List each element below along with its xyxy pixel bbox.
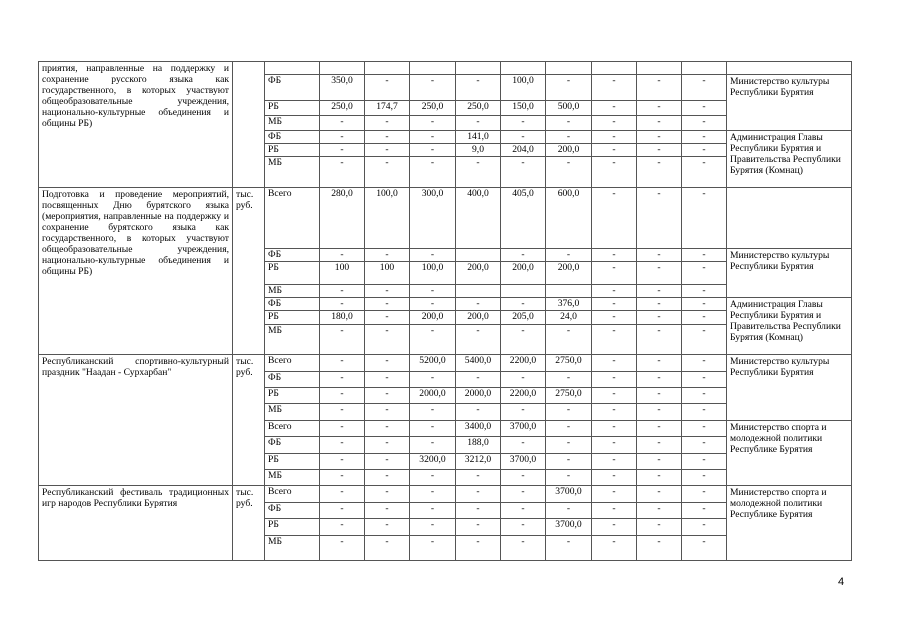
value-cell: - <box>456 486 501 502</box>
value-cell: - <box>320 355 365 371</box>
value-cell: - <box>637 469 682 485</box>
value-cell: - <box>410 486 456 502</box>
table-row <box>39 355 852 371</box>
value-cell <box>501 62 546 75</box>
value-cell: - <box>592 502 637 518</box>
value-cell: - <box>592 311 637 324</box>
value-cell: 188,0 <box>456 437 501 453</box>
value-cell: - <box>682 355 727 371</box>
value-cell: - <box>365 115 410 130</box>
value-cell: - <box>410 437 456 453</box>
responsible-org <box>727 62 852 75</box>
responsible-org: Министерство культуры Республики Бурятия <box>727 249 852 298</box>
value-cell: - <box>682 144 727 157</box>
value-cell <box>592 62 637 75</box>
value-cell: 280,0 <box>320 187 365 248</box>
responsible-org: Министерство культуры Республики Бурятия <box>727 355 852 421</box>
value-cell: - <box>637 157 682 188</box>
value-cell: 100 <box>365 262 410 285</box>
value-cell: - <box>410 298 456 311</box>
value-cell: - <box>592 144 637 157</box>
value-cell: - <box>410 157 456 188</box>
value-cell: 3212,0 <box>456 453 501 469</box>
value-cell: - <box>682 115 727 130</box>
value-cell: - <box>592 371 637 387</box>
value-cell: - <box>410 371 456 387</box>
funding-source: РБ <box>265 262 320 285</box>
value-cell: 400,0 <box>456 187 501 248</box>
funding-source: РБ <box>265 453 320 469</box>
value-cell: - <box>592 486 637 502</box>
value-cell: - <box>365 371 410 387</box>
value-cell: - <box>320 115 365 130</box>
value-cell <box>546 285 592 298</box>
value-cell: - <box>320 285 365 298</box>
value-cell: - <box>365 285 410 298</box>
value-cell: - <box>682 387 727 403</box>
value-cell: - <box>682 311 727 324</box>
value-cell: 2000,0 <box>410 387 456 403</box>
value-cell: - <box>592 101 637 115</box>
value-cell: - <box>365 298 410 311</box>
value-cell: - <box>592 437 637 453</box>
value-cell: - <box>456 298 501 311</box>
value-cell <box>501 285 546 298</box>
value-cell: - <box>320 486 365 502</box>
value-cell: - <box>637 298 682 311</box>
value-cell: - <box>501 249 546 262</box>
value-cell: - <box>637 453 682 469</box>
value-cell: - <box>365 420 410 436</box>
funding-source: РБ <box>265 387 320 403</box>
funding-source: МБ <box>265 404 320 420</box>
value-cell: - <box>546 469 592 485</box>
value-cell <box>456 62 501 75</box>
value-cell: 200,0 <box>410 311 456 324</box>
value-cell: - <box>682 420 727 436</box>
value-cell: - <box>592 453 637 469</box>
value-cell: - <box>592 157 637 188</box>
value-cell: - <box>637 187 682 248</box>
responsible-org <box>727 187 852 248</box>
activity-description: Республиканский фестиваль традиционных игр народов Республики Бурятия <box>39 486 233 561</box>
value-cell <box>682 62 727 75</box>
value-cell: 600,0 <box>546 187 592 248</box>
value-cell: - <box>410 519 456 535</box>
unit-cell: тыс. руб. <box>233 486 265 561</box>
value-cell: 100,0 <box>410 262 456 285</box>
value-cell: 200,0 <box>546 144 592 157</box>
value-cell: - <box>320 387 365 403</box>
value-cell: - <box>365 387 410 403</box>
responsible-org: Администрация Главы Республики Бурятия и Правительства Республики Бурятия (Комнац) <box>727 298 852 355</box>
value-cell: - <box>501 298 546 311</box>
value-cell: - <box>320 404 365 420</box>
value-cell: - <box>682 157 727 188</box>
value-cell: - <box>410 420 456 436</box>
value-cell: 2200,0 <box>501 387 546 403</box>
value-cell: - <box>501 404 546 420</box>
value-cell: - <box>365 469 410 485</box>
value-cell: - <box>546 75 592 101</box>
value-cell: - <box>682 187 727 248</box>
value-cell: 5200,0 <box>410 355 456 371</box>
value-cell: - <box>501 486 546 502</box>
value-cell: - <box>592 285 637 298</box>
value-cell: - <box>365 404 410 420</box>
value-cell: - <box>456 75 501 101</box>
table-row <box>39 486 852 502</box>
value-cell: - <box>456 157 501 188</box>
value-cell: - <box>546 502 592 518</box>
value-cell <box>456 285 501 298</box>
value-cell: - <box>546 324 592 355</box>
unit-cell <box>233 62 265 188</box>
funding-source: РБ <box>265 519 320 535</box>
value-cell: - <box>637 355 682 371</box>
value-cell: - <box>365 519 410 535</box>
value-cell: 3700,0 <box>546 519 592 535</box>
value-cell: - <box>637 115 682 130</box>
value-cell: - <box>592 420 637 436</box>
value-cell: - <box>637 262 682 285</box>
value-cell: - <box>682 298 727 311</box>
value-cell: - <box>410 249 456 262</box>
value-cell: - <box>320 469 365 485</box>
value-cell: - <box>410 535 456 560</box>
value-cell: - <box>592 298 637 311</box>
value-cell: - <box>501 371 546 387</box>
activity-description: Подготовка и проведение мероприятий, посвященных Дню бурятского языка (мероприятия, направленные на поддержку и сохранение бурятского языка как государственного, в которых участвуют общеобразовательные учреждения, национально-культурные объединения и общины РБ) <box>39 187 233 354</box>
value-cell: - <box>456 502 501 518</box>
value-cell: - <box>546 404 592 420</box>
value-cell: - <box>592 130 637 143</box>
value-cell <box>365 62 410 75</box>
value-cell: - <box>637 437 682 453</box>
value-cell: - <box>410 144 456 157</box>
funding-source <box>265 62 320 75</box>
value-cell: - <box>592 249 637 262</box>
value-cell: 250,0 <box>320 101 365 115</box>
value-cell: 3200,0 <box>410 453 456 469</box>
value-cell: - <box>365 311 410 324</box>
value-cell: 300,0 <box>410 187 456 248</box>
value-cell: 3700,0 <box>546 486 592 502</box>
value-cell: - <box>637 519 682 535</box>
value-cell: - <box>546 130 592 143</box>
value-cell: 200,0 <box>546 262 592 285</box>
page-number: 4 <box>838 576 845 588</box>
value-cell <box>546 62 592 75</box>
value-cell: - <box>682 519 727 535</box>
value-cell: - <box>682 262 727 285</box>
value-cell: - <box>637 130 682 143</box>
funding-source: Всего <box>265 486 320 502</box>
value-cell: - <box>637 502 682 518</box>
funding-source: ФБ <box>265 298 320 311</box>
activity-description: приятия, направленные на поддержку и сохранение русского языка как государственного, в которых участвуют общеобразовательные учреждения, национально-культурные объединения и общины РБ) <box>39 62 233 188</box>
value-cell: - <box>365 453 410 469</box>
value-cell: - <box>637 404 682 420</box>
value-cell <box>456 249 501 262</box>
value-cell: - <box>320 437 365 453</box>
value-cell: 2200,0 <box>501 355 546 371</box>
value-cell: - <box>592 187 637 248</box>
value-cell: - <box>682 453 727 469</box>
value-cell: - <box>320 249 365 262</box>
value-cell: - <box>592 387 637 403</box>
value-cell: - <box>682 371 727 387</box>
value-cell: 200,0 <box>456 262 501 285</box>
value-cell: 500,0 <box>546 101 592 115</box>
value-cell: - <box>637 420 682 436</box>
value-cell: - <box>365 486 410 502</box>
funding-source: РБ <box>265 311 320 324</box>
funding-source: Всего <box>265 355 320 371</box>
value-cell: - <box>637 486 682 502</box>
value-cell: - <box>546 371 592 387</box>
value-cell: 205,0 <box>501 311 546 324</box>
value-cell: 5400,0 <box>456 355 501 371</box>
value-cell: 100 <box>320 262 365 285</box>
value-cell: - <box>365 130 410 143</box>
value-cell: - <box>320 144 365 157</box>
unit-cell: тыс. руб. <box>233 187 265 354</box>
value-cell: - <box>365 355 410 371</box>
funding-source: МБ <box>265 115 320 130</box>
value-cell: 3700,0 <box>501 453 546 469</box>
value-cell: - <box>682 285 727 298</box>
value-cell: - <box>592 324 637 355</box>
value-cell: 2750,0 <box>546 355 592 371</box>
funding-source: МБ <box>265 535 320 560</box>
value-cell: - <box>320 453 365 469</box>
value-cell: - <box>501 115 546 130</box>
value-cell: - <box>501 469 546 485</box>
table-row <box>39 187 852 248</box>
value-cell: - <box>682 130 727 143</box>
value-cell <box>320 62 365 75</box>
value-cell: - <box>365 157 410 188</box>
value-cell: - <box>320 298 365 311</box>
value-cell: - <box>320 130 365 143</box>
value-cell: - <box>365 324 410 355</box>
table-body <box>39 62 852 561</box>
value-cell: 100,0 <box>365 187 410 248</box>
value-cell: - <box>410 75 456 101</box>
value-cell: - <box>682 486 727 502</box>
responsible-org: Министерство спорта и молодежной политики Республике Бурятия <box>727 420 852 486</box>
value-cell: - <box>682 437 727 453</box>
value-cell: - <box>365 535 410 560</box>
funding-source: МБ <box>265 324 320 355</box>
value-cell: - <box>546 535 592 560</box>
value-cell: - <box>410 285 456 298</box>
value-cell <box>637 62 682 75</box>
value-cell: - <box>592 115 637 130</box>
value-cell: - <box>637 371 682 387</box>
funding-source: ФБ <box>265 502 320 518</box>
value-cell: - <box>320 371 365 387</box>
value-cell: - <box>637 144 682 157</box>
value-cell: - <box>682 249 727 262</box>
value-cell: - <box>501 502 546 518</box>
value-cell: - <box>410 404 456 420</box>
value-cell: - <box>456 371 501 387</box>
funding-source: Всего <box>265 420 320 436</box>
value-cell: - <box>456 535 501 560</box>
value-cell: 204,0 <box>501 144 546 157</box>
value-cell: - <box>320 519 365 535</box>
value-cell: - <box>410 502 456 518</box>
value-cell: - <box>546 420 592 436</box>
value-cell: 3700,0 <box>501 420 546 436</box>
value-cell: 350,0 <box>320 75 365 101</box>
value-cell: - <box>410 469 456 485</box>
value-cell: - <box>637 249 682 262</box>
value-cell: - <box>320 324 365 355</box>
value-cell: 200,0 <box>501 262 546 285</box>
value-cell: - <box>320 502 365 518</box>
responsible-org: Министерство культуры Республики Бурятия <box>727 75 852 131</box>
value-cell: 200,0 <box>456 311 501 324</box>
value-cell: - <box>546 115 592 130</box>
value-cell: - <box>456 115 501 130</box>
value-cell: - <box>410 115 456 130</box>
value-cell: 100,0 <box>501 75 546 101</box>
funding-source: ФБ <box>265 75 320 101</box>
value-cell: 2750,0 <box>546 387 592 403</box>
activity-description: Республиканский спортивно-культурный праздник "Наадан - Сурхарбан" <box>39 355 233 486</box>
value-cell: - <box>592 355 637 371</box>
value-cell: 150,0 <box>501 101 546 115</box>
value-cell: - <box>365 75 410 101</box>
value-cell: - <box>637 535 682 560</box>
value-cell: 2000,0 <box>456 387 501 403</box>
value-cell: - <box>456 469 501 485</box>
value-cell: - <box>501 437 546 453</box>
value-cell: - <box>546 249 592 262</box>
value-cell: - <box>365 502 410 518</box>
value-cell: - <box>501 519 546 535</box>
value-cell: - <box>592 535 637 560</box>
value-cell: - <box>637 324 682 355</box>
value-cell: 405,0 <box>501 187 546 248</box>
value-cell: - <box>637 311 682 324</box>
value-cell: 24,0 <box>546 311 592 324</box>
value-cell: - <box>546 437 592 453</box>
value-cell: - <box>501 535 546 560</box>
value-cell: - <box>637 285 682 298</box>
funding-source: ФБ <box>265 249 320 262</box>
value-cell: - <box>410 130 456 143</box>
value-cell: - <box>592 404 637 420</box>
funding-source: МБ <box>265 157 320 188</box>
value-cell: - <box>682 101 727 115</box>
value-cell: - <box>456 324 501 355</box>
value-cell: 180,0 <box>320 311 365 324</box>
value-cell: - <box>546 157 592 188</box>
value-cell: - <box>682 469 727 485</box>
value-cell: - <box>320 157 365 188</box>
value-cell: 250,0 <box>410 101 456 115</box>
funding-source: РБ <box>265 144 320 157</box>
value-cell: - <box>637 101 682 115</box>
responsible-org: Администрация Главы Республики Бурятия и Правительства Республики Бурятия (Комнац) <box>727 130 852 187</box>
value-cell: 3400,0 <box>456 420 501 436</box>
funding-source: ФБ <box>265 371 320 387</box>
value-cell: - <box>682 324 727 355</box>
value-cell: 250,0 <box>456 101 501 115</box>
unit-cell: тыс. руб. <box>233 355 265 486</box>
value-cell: - <box>592 262 637 285</box>
value-cell: - <box>592 519 637 535</box>
funding-source: ФБ <box>265 130 320 143</box>
value-cell: - <box>501 157 546 188</box>
funding-source: МБ <box>265 469 320 485</box>
value-cell: - <box>546 453 592 469</box>
value-cell: - <box>592 75 637 101</box>
value-cell: - <box>456 519 501 535</box>
value-cell: - <box>682 502 727 518</box>
value-cell: 9,0 <box>456 144 501 157</box>
value-cell: - <box>682 75 727 101</box>
value-cell: 141,0 <box>456 130 501 143</box>
value-cell: - <box>592 469 637 485</box>
value-cell: - <box>637 387 682 403</box>
value-cell: - <box>456 404 501 420</box>
funding-source: РБ <box>265 101 320 115</box>
value-cell: - <box>365 144 410 157</box>
value-cell: - <box>682 535 727 560</box>
funding-source: Всего <box>265 187 320 248</box>
value-cell: - <box>320 420 365 436</box>
value-cell: - <box>682 404 727 420</box>
value-cell: - <box>365 437 410 453</box>
value-cell: 376,0 <box>546 298 592 311</box>
funding-source: МБ <box>265 285 320 298</box>
value-cell: - <box>365 249 410 262</box>
responsible-org: Министерство спорта и молодежной политики Республике Бурятия <box>727 486 852 561</box>
value-cell: - <box>320 535 365 560</box>
value-cell: - <box>637 75 682 101</box>
value-cell <box>410 62 456 75</box>
value-cell: - <box>501 324 546 355</box>
budget-table <box>38 61 852 561</box>
value-cell: 174,7 <box>365 101 410 115</box>
table-row <box>39 62 852 75</box>
funding-source: ФБ <box>265 437 320 453</box>
value-cell: - <box>501 130 546 143</box>
value-cell: - <box>410 324 456 355</box>
